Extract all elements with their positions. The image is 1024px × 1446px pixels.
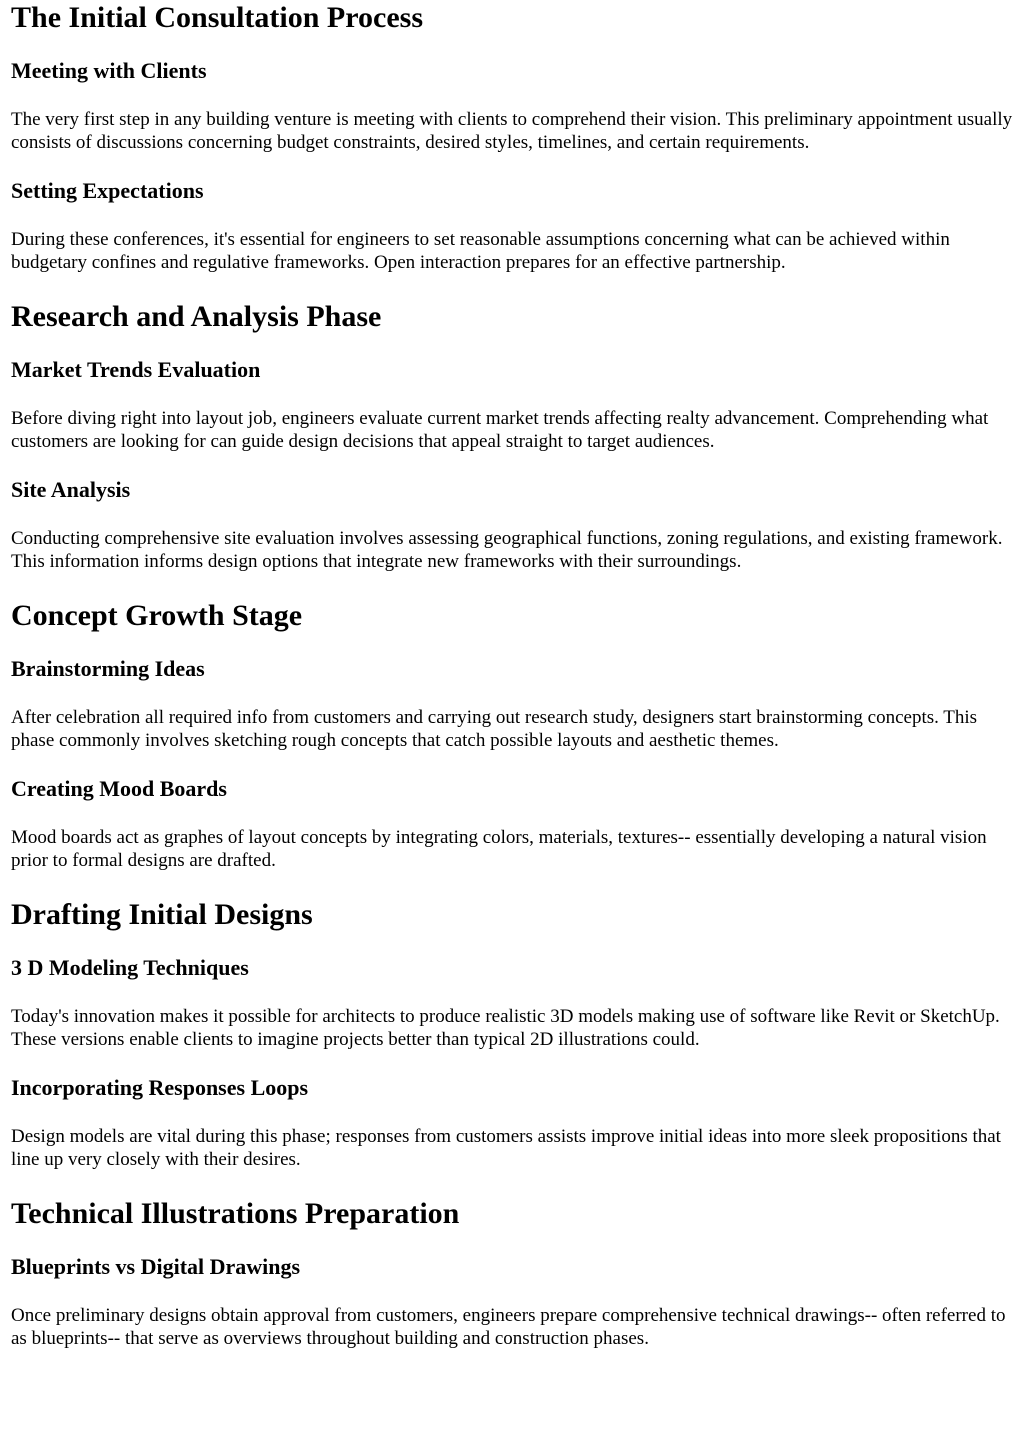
subsection-mood-boards <box>11 776 1014 872</box>
section-initial-consultation <box>11 0 1014 274</box>
subsection-heading: Meeting with Clients <box>11 58 207 83</box>
subsection-heading: Blueprints vs Digital Drawings <box>11 1254 301 1279</box>
paragraph: The very first step in any building venture is meeting with clients to comprehend their vision. This preliminary appointment usually consists of discussions concerning budget constraints, desired styles, timelines, and certain requirements. <box>11 109 1013 153</box>
section-research-analysis <box>11 300 1014 573</box>
subsection-blueprints <box>11 1254 1014 1350</box>
section-heading: Technical Illustrations Preparation <box>11 1197 460 1230</box>
paragraph: Design models are vital during this phase; responses from customers assists improve initial ideas into more sleek propositions that line up very closely with their desires. <box>11 1126 1001 1170</box>
subsection-site-analysis <box>11 477 1014 573</box>
subsection-feedback-loops <box>11 1075 1014 1171</box>
section-heading: The Initial Consultation Process <box>11 1 423 34</box>
section-technical-illustrations <box>11 1197 1014 1350</box>
subsection-heading: Creating Mood Boards <box>11 776 227 801</box>
paragraph: After celebration all required info from customers and carrying out research study, designers start brainstorming concepts. This phase commonly involves sketching rough concepts that catch possible layouts and aesthetic themes. <box>11 707 978 751</box>
subsection-3d-modeling <box>11 955 1014 1051</box>
section-heading: Concept Growth Stage <box>11 599 303 632</box>
section-drafting-designs <box>11 898 1014 1171</box>
subsection-setting-expectations <box>11 178 1014 274</box>
subsection-heading: Incorporating Responses Loops <box>11 1075 309 1100</box>
section-concept-growth <box>11 599 1014 872</box>
paragraph: Today's innovation makes it possible for architects to produce realistic 3D models making use of software like Revit or SketchUp. These versions enable clients to imagine projects better than typical 2D illustrations could. <box>11 1006 1000 1050</box>
section-heading: Drafting Initial Designs <box>11 898 313 931</box>
subsection-heading: Setting Expectations <box>11 178 204 203</box>
subsection-heading: Market Trends Evaluation <box>11 357 261 382</box>
subsection-brainstorming <box>11 656 1014 752</box>
subsection-meeting-with-clients <box>11 58 1014 154</box>
subsection-heading: Site Analysis <box>11 477 131 502</box>
paragraph: During these conferences, it's essential for engineers to set reasonable assumptions concerning what can be achieved within budgetary confines and regulative frameworks. Open interaction prepares for an effective partnership. <box>11 229 950 273</box>
subsection-market-trends <box>11 357 1014 453</box>
paragraph: Mood boards act as graphes of layout concepts by integrating colors, materials, textures-- essentially developing a natural vision prior to formal designs are drafted. <box>11 827 987 871</box>
subsection-heading: 3 D Modeling Techniques <box>11 955 249 980</box>
section-heading: Research and Analysis Phase <box>11 300 382 333</box>
paragraph: Once preliminary designs obtain approval from customers, engineers prepare comprehensive technical drawings-- often referred to as blueprints-- that serve as overviews throughout building and construction phases. <box>11 1305 1006 1349</box>
paragraph: Before diving right into layout job, engineers evaluate current market trends affecting realty advancement. Comprehending what customers are looking for can guide design decisions that appeal straight to target audiences. <box>11 408 989 452</box>
subsection-heading: Brainstorming Ideas <box>11 656 205 681</box>
paragraph: Conducting comprehensive site evaluation involves assessing geographical functions, zoning regulations, and existing framework. This information informs design options that integrate new frameworks with their surroundings. <box>11 528 1003 572</box>
